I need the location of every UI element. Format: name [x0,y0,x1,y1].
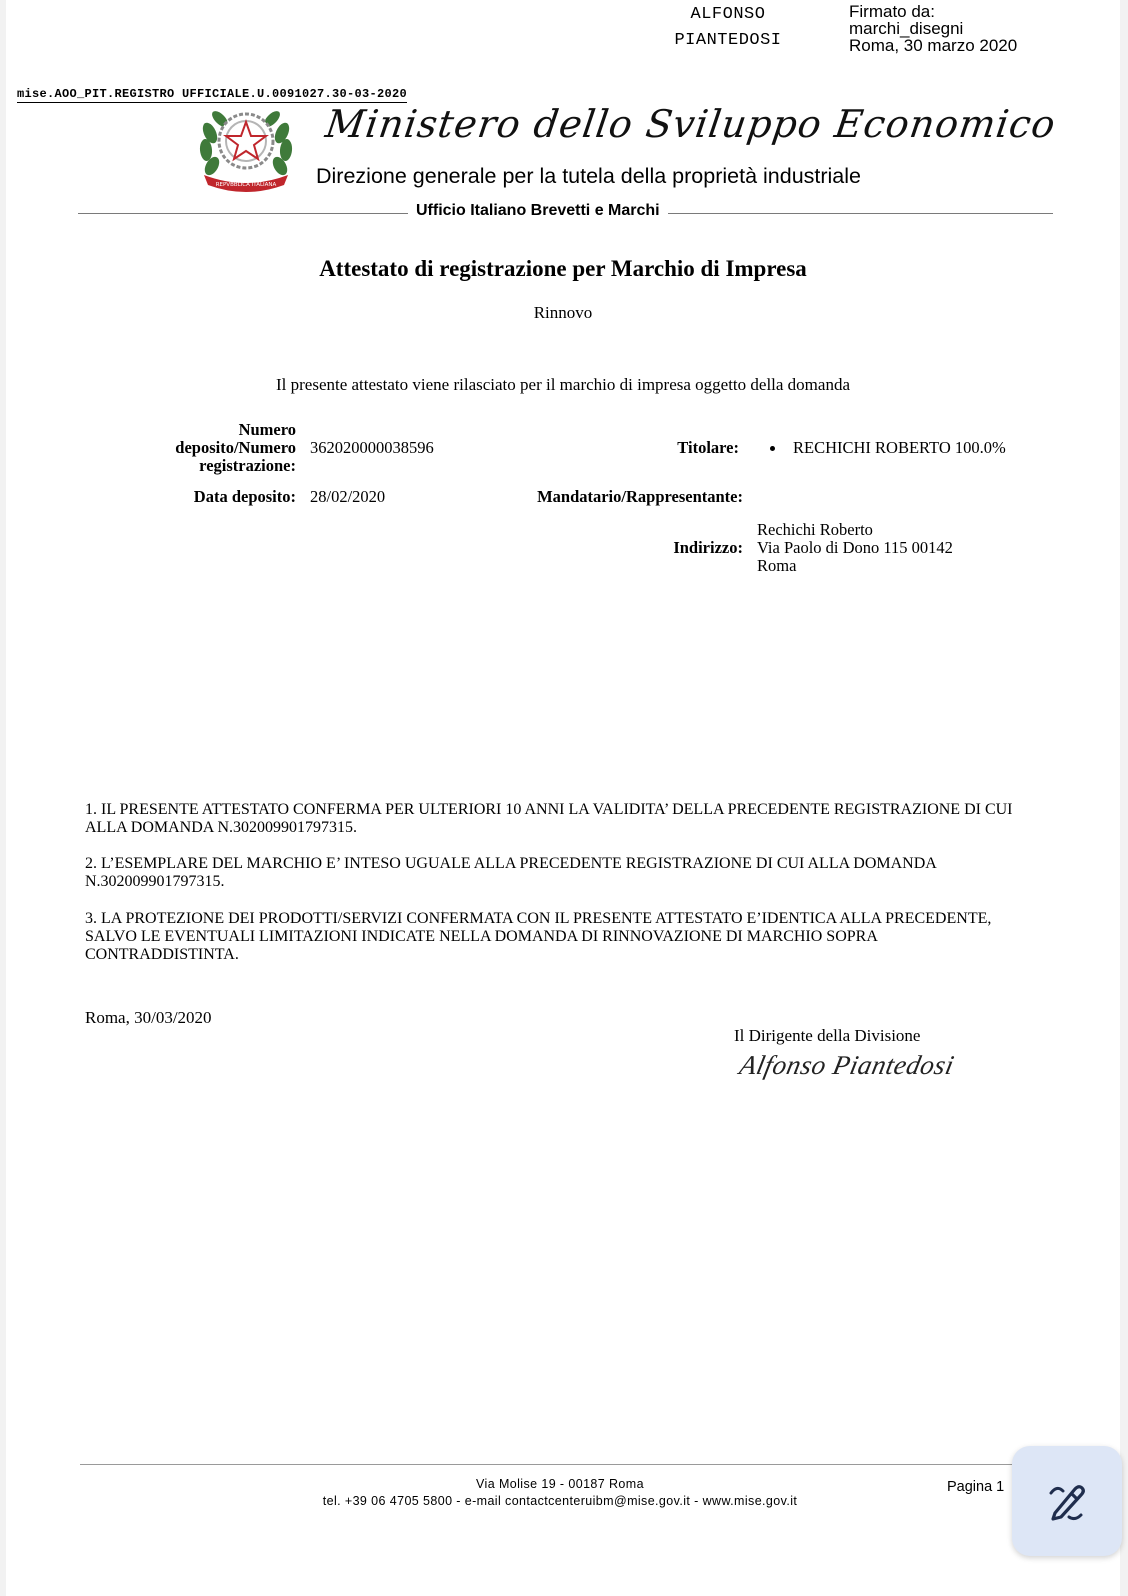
republic-emblem [196,95,296,195]
titolare-value: RECHICHI ROBERTO 100.0% [793,438,1006,457]
ufficio-name: Ufficio Italiano Brevetti e Marchi [408,202,668,220]
numero-label [126,421,296,475]
document-title: Attestato di registrazione per Marchio di Impresa [319,256,807,281]
signed-by-label: Firmato da: [849,2,935,21]
indirizzo-label: Indirizzo: [673,538,743,557]
emblem-icon [196,95,296,195]
page-number: Pagina 1 [947,1479,1005,1495]
numero-value: 362020000038596 [310,438,434,457]
note-2: 2. L’ESEMPLARE DEL MARCHIO E’ INTESO UGUALE ALLA PRECEDENTE REGISTRAZIONE DI CUI ALLA DOMANDA N.302009901797315. [85,855,936,890]
signer-first-name: ALFONSO [690,5,766,24]
intro-text: Il presente attestato viene rilasciato per il marchio di impresa oggetto della domanda [275,375,850,394]
edit-button[interactable] [1012,1446,1122,1556]
signed-place-date: Roma, 30 marzo 2020 [849,36,1018,55]
numero-label-line1: Numero [238,420,296,439]
place-date: Roma, 30/03/2020 [85,1008,212,1027]
ministry-name: Ministero dello Sviluppo Economico [322,102,1059,146]
document-subtitle: Rinnovo [533,303,593,322]
data-deposito-value: 28/02/2020 [310,487,386,506]
document-page [6,0,1120,1596]
data-deposito-label: Data deposito: [193,487,296,506]
footer-rule [80,1464,1030,1465]
bullet-icon [770,446,775,451]
handwritten-signature: Alfonso Piantedosi [736,1050,958,1080]
footer-contacts: tel. +39 06 4705 5800 - e-mail contactcenteruibm@mise.gov.it - www.mise.gov.it [322,1494,798,1508]
titolare-item [776,439,1006,457]
numero-label-line2: deposito/Numero [175,438,296,457]
note-1: 1. IL PRESENTE ATTESTATO CONFERMA PER ULTERIORI 10 ANNI LA VALIDITA’ DELLA PRECEDENTE REGISTRAZIONE DI CUI ALLA DOMANDA N.302009901797315. [85,801,1013,836]
indirizzo-line1: Rechichi Roberto [757,520,873,539]
signature-role: Il Dirigente della Divisione [734,1026,921,1045]
signer-last-name: PIANTEDOSI [674,31,782,50]
numero-label-line3: registrazione: [199,456,296,475]
emblem-ribbon-text: REPVBBLICA ITALIANA [215,182,277,188]
signature-meta [849,3,1109,54]
mandatario-label: Mandatario/Rappresentante: [537,487,743,506]
indirizzo-line2: Via Paolo di Dono 115 00142 [757,538,953,557]
signer-stamp [658,5,798,50]
pen-edit-icon [1045,1479,1089,1523]
direzione-generale: Direzione generale per la tutela della proprietà industriale [316,164,861,188]
indirizzo-value [757,521,953,575]
protocol-number: mise.AOO_PIT.REGISTRO UFFICIALE.U.0091027.30-03-2020 [17,87,408,101]
signed-by-office: marchi_disegni [849,19,964,38]
note-3: 3. LA PROTEZIONE DEI PRODOTTI/SERVIZI CONFERMATA CON IL PRESENTE ATTESTATO E’IDENTICA ALLA PRECEDENTE, SALVO LE EVENTUALI LIMITAZIONI INDICATE NELLA DOMANDA DI RINNOVAZIONE DI MARCHIO SOPRA CONTRADDISTINTA. [85,910,992,963]
indirizzo-line3: Roma [757,556,797,575]
titolare-label: Titolare: [677,438,739,457]
footer-address: Via Molise 19 - 00187 Roma [476,1477,644,1491]
